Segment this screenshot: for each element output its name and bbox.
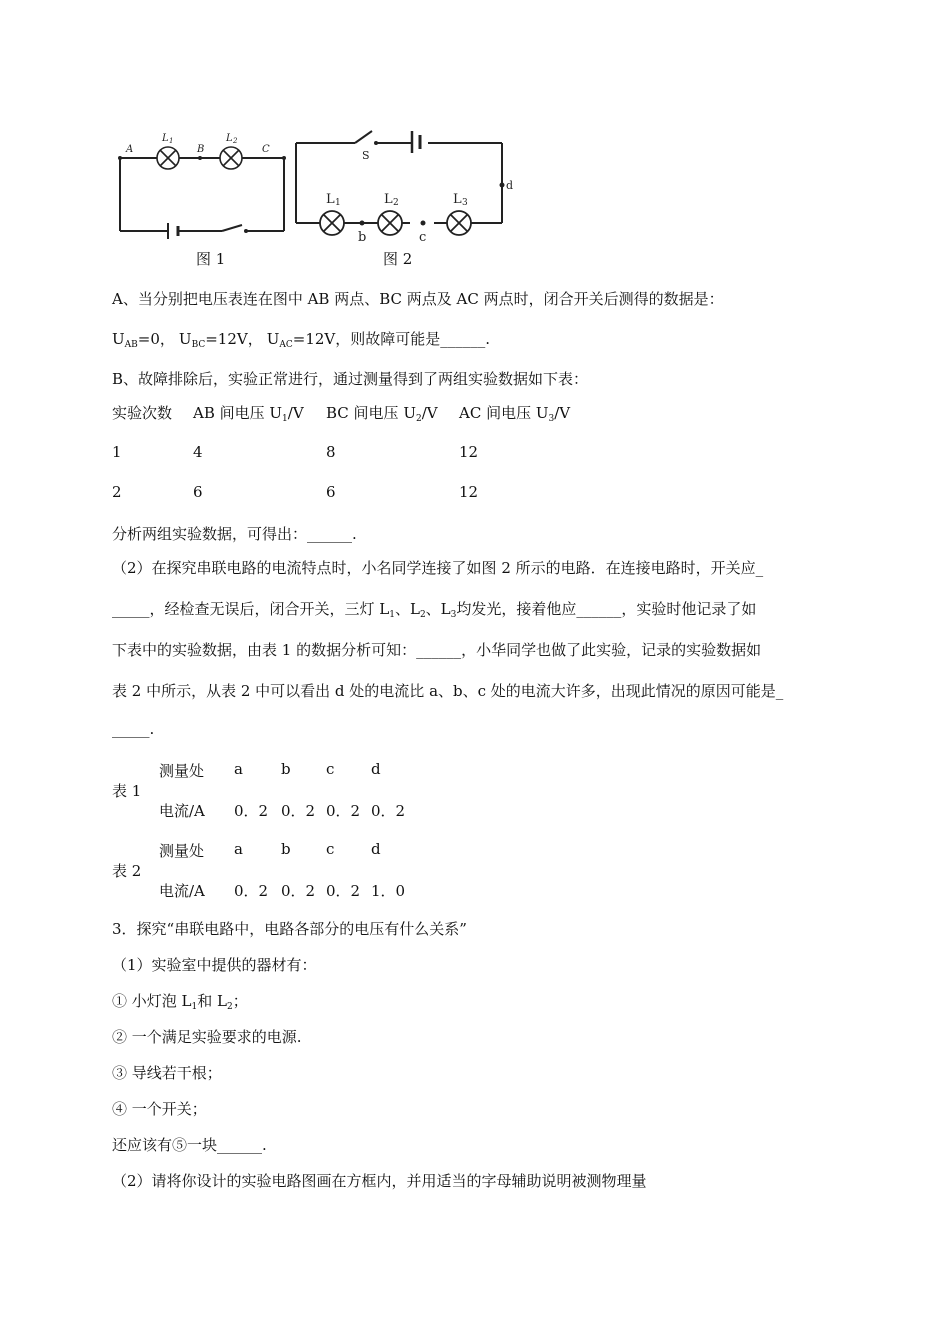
q3-sub-1: （1）实验室中提供的器材有： (112, 956, 317, 974)
table-1-header-c: c (326, 760, 335, 778)
table-row-2-bc: 6 (326, 483, 336, 501)
table-row-1-bc: 8 (326, 443, 336, 461)
q3-item-3: ③ 导线若干根； (112, 1064, 222, 1082)
label-a: A (126, 144, 134, 155)
q2-line-2: _____，经检查无误后，闭合开关，三灯 $L_1$、$L_2$、$L_3$均发光，接着他应______，实验时他记录了如 (112, 600, 757, 620)
q3-item-2: ② 一个满足实验要求的电源. (112, 1028, 302, 1046)
label-l3: L (453, 192, 462, 207)
table-1-header-label: 测量处 (159, 762, 205, 780)
voltage-table-header-runs: 实验次数 (112, 404, 173, 422)
lamp-l1-icon (157, 147, 179, 169)
q2-line-1: （2）在探究串联电路的电流特点时，小名同学连接了如图 2 所示的电路．在连接电路时，开关应_ (112, 559, 764, 577)
table-row-2-n: 2 (112, 483, 122, 501)
label-l2: L (384, 192, 393, 207)
part-b-conclusion: 分析两组实验数据，可得出：______. (112, 525, 357, 543)
table-1-value-b: 0．2 (281, 802, 316, 820)
table-2-label: 表 2 (112, 862, 142, 880)
label-l2: L (226, 133, 233, 144)
svg-text:1: 1 (335, 198, 341, 208)
table-2-value-d: 1．0 (371, 882, 406, 900)
table-1-value-a: 0．2 (234, 802, 269, 820)
table-row-1-ab: 4 (193, 443, 203, 461)
q3-item-4: ④ 一个开关； (112, 1100, 207, 1118)
part-a-measurements: $U_{AB}=0$， $U_{BC}=12V$， $U_{AC}=12V$，则故障可能是______. (112, 330, 491, 350)
lamp-l2-icon (220, 147, 242, 169)
q2-line-3: 下表中的实验数据，由表 1 的数据分析可知：______，小华同学也做了此实验，记录的实验数据如 (112, 641, 762, 659)
q2-line-5: _____. (112, 720, 155, 738)
label-b: b (358, 230, 367, 245)
table-1-header-a: a (234, 760, 243, 778)
label-d: d (506, 179, 514, 192)
table-2-value-a: 0．2 (234, 882, 269, 900)
label-c: C (262, 144, 270, 155)
voltage-table-header-bc: BC 间电压 $U_2/V$ (326, 404, 438, 424)
svg-text:2: 2 (233, 137, 238, 145)
q3-item-1: ① 小灯泡 $L_1$和 $L_2$； (112, 992, 248, 1012)
table-2-header-label: 测量处 (159, 842, 205, 860)
lamp-l3-icon (447, 211, 471, 235)
label-l1: L (326, 192, 335, 207)
voltage-table-header-ab: AB 间电压 $U_1/V$ (193, 404, 304, 424)
voltage-table-header-ac: AC 间电压 $U_3/V$ (459, 404, 571, 424)
figure-2-circuit (290, 123, 515, 263)
part-b-text: B、故障排除后，实验正常进行，通过测量得到了两组实验数据如下表： (112, 370, 589, 388)
table-1-row-label: 电流/A (159, 802, 205, 820)
label-l1: L (162, 133, 169, 144)
q3-sub-2: （2）请将你设计的实验电路图画在方框内，并用适当的字母辅助说明被测物理量 (112, 1172, 647, 1190)
table-row-2-ab: 6 (193, 483, 203, 501)
table-1-header-d: d (371, 760, 381, 778)
part-a-text: A、当分别把电压表连在图中 AB 两点、BC 两点及 AC 两点时，闭合开关后测得的数据是： (112, 290, 724, 308)
label-s: S (362, 149, 370, 162)
table-1-header-b: b (281, 760, 291, 778)
q3-title: 3．探究“串联电路中，电路各部分的电压有什么关系” (112, 920, 467, 938)
q3-item-5: 还应该有⑤一块______. (112, 1136, 267, 1154)
svg-text:3: 3 (462, 198, 468, 208)
table-2-header-a: a (234, 840, 243, 858)
lamp-l1-icon (320, 211, 344, 235)
table-row-1-ac: 12 (459, 443, 479, 461)
svg-text:2: 2 (393, 198, 399, 208)
figure-1-caption: 图 1 (196, 250, 226, 268)
table-row-1-n: 1 (112, 443, 122, 461)
table-1-value-d: 0．2 (371, 802, 406, 820)
table-2-header-c: c (326, 840, 335, 858)
table-2-row-label: 电流/A (159, 882, 205, 900)
table-2-value-b: 0．2 (281, 882, 316, 900)
label-c: c (419, 230, 427, 245)
table-2-header-b: b (281, 840, 291, 858)
table-row-2-ac: 12 (459, 483, 479, 501)
table-2-value-c: 0．2 (326, 882, 361, 900)
svg-text:1: 1 (169, 137, 174, 145)
label-b: B (197, 144, 205, 155)
table-2-header-d: d (371, 840, 381, 858)
q2-line-4: 表 2 中所示，从表 2 中可以看出 d 处的电流比 a、b、c 处的电流大许多，出现此情况的原因可能是_ (112, 682, 784, 700)
figure-2-caption: 图 2 (383, 250, 413, 268)
table-1-label: 表 1 (112, 782, 142, 800)
table-1-value-c: 0．2 (326, 802, 361, 820)
lamp-l2-icon (378, 211, 402, 235)
